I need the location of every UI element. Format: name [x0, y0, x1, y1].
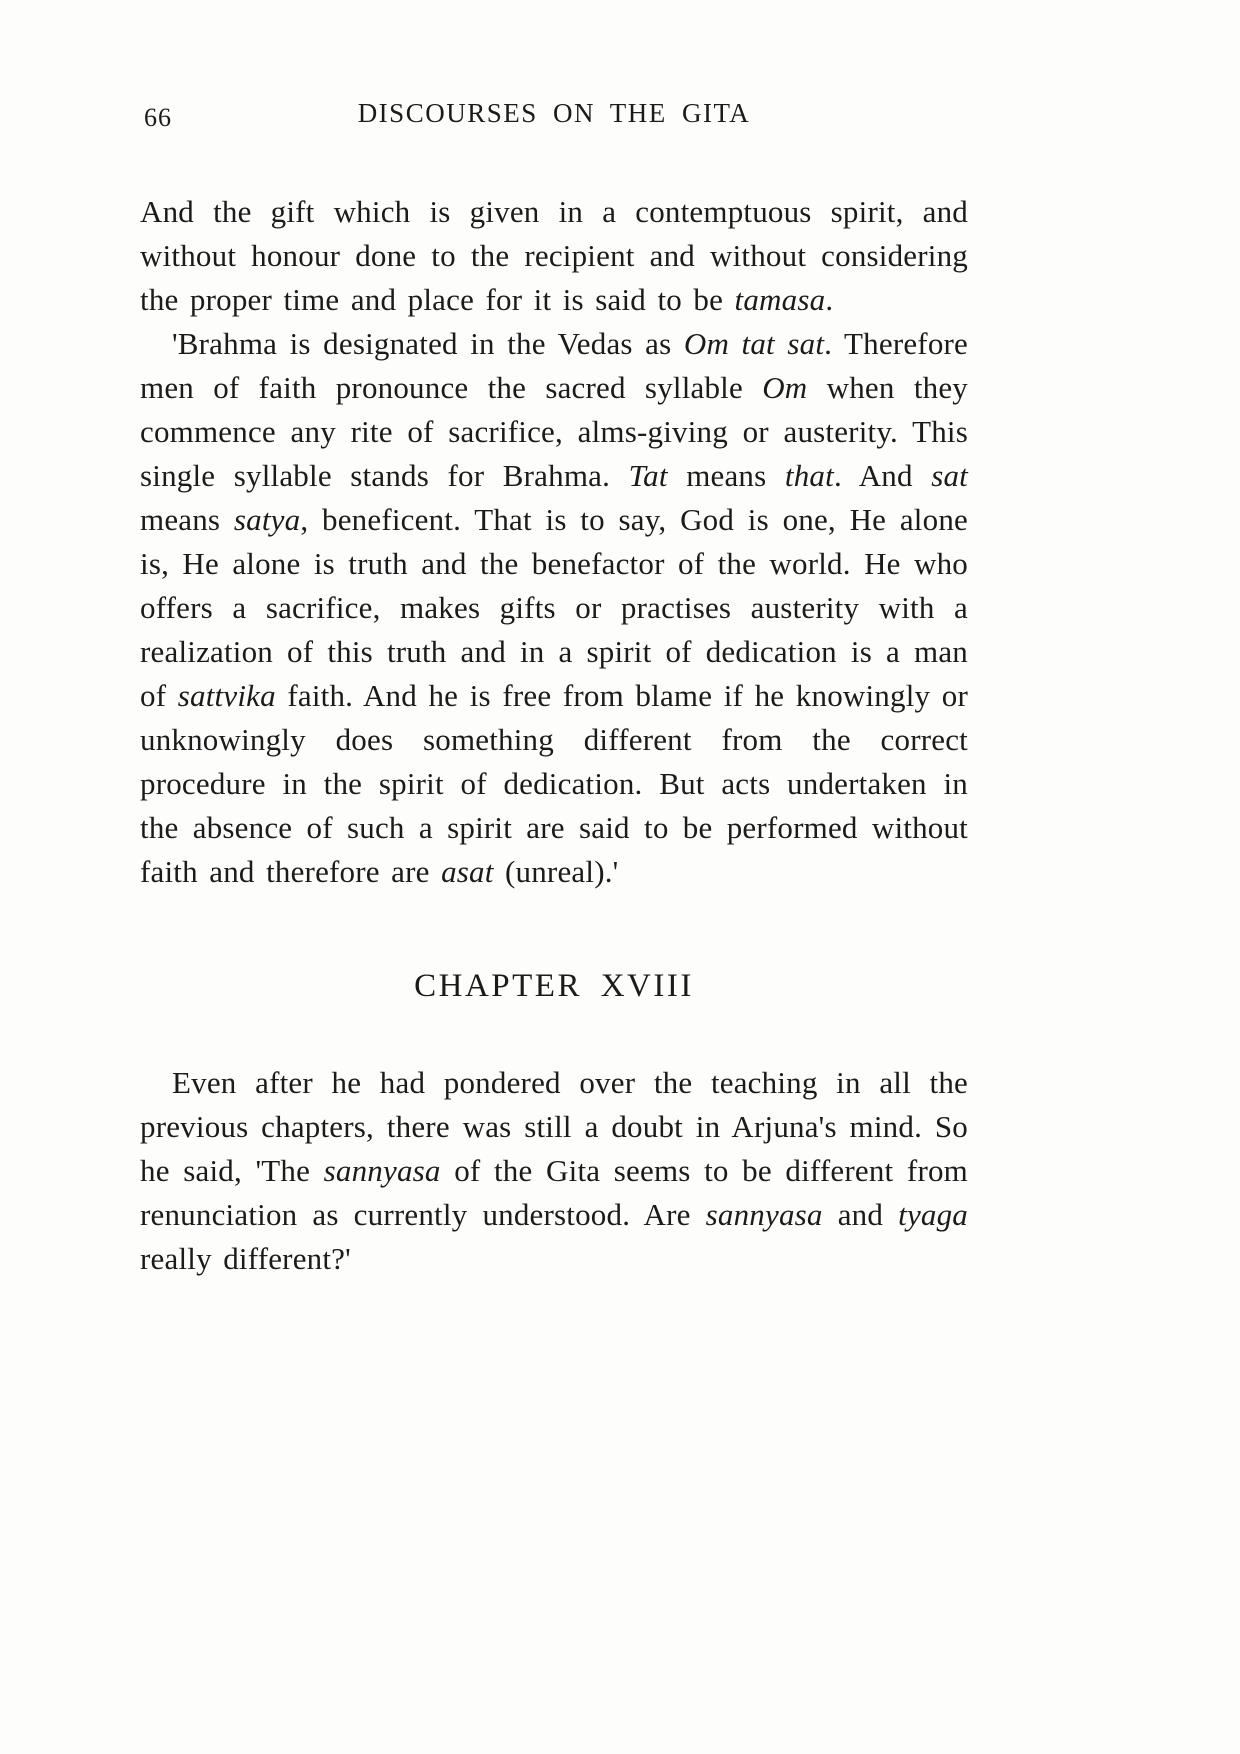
text-run: when they commence any rite of sacrifice, alms-giving or austerity. This single syllable stands for Brahma. [140, 370, 968, 493]
italic-text-run: sannyasa [705, 1197, 823, 1232]
paragraph-tamasa-gift [140, 190, 968, 322]
running-header-title: DISCOURSES ON THE GITA [357, 98, 751, 128]
text-run: And the gift which is given in a contemptuous spirit, and without honour done to the recipient and without considering the proper time and place for it is said to be [140, 194, 968, 317]
italic-text-run: Tat [628, 458, 668, 493]
paragraph-brahma-om-tat-sat [140, 322, 968, 894]
italic-text-run: sattvika [177, 678, 276, 713]
italic-text-run: asat [441, 854, 494, 889]
text-run: . And [833, 458, 932, 493]
italic-text-run: satya [233, 502, 301, 537]
italic-text-run: Om tat sat [683, 326, 825, 361]
text-run: means [140, 502, 234, 537]
italic-text-run: tyaga [898, 1197, 968, 1232]
text-run: Even after he had pondered over the teaching in all the previous chapters, there was still a doubt in Arjuna's mind. So he said, 'The [140, 1065, 968, 1188]
text-run: , beneficent. That is to say, God is one, He alone is, He alone is truth and the benefactor of the world. He who offers a sacrifice, makes gifts or practises austerity with a realization of this truth and in a spirit of dedication is a man of [140, 502, 968, 713]
body-text-column [140, 190, 968, 1281]
text-run: really different?' [140, 1241, 351, 1276]
text-run: means [667, 458, 785, 493]
page-number: 66 [144, 103, 172, 132]
text-run: . Therefore men of faith pronounce the sacred syllable [140, 326, 969, 405]
text-run: faith. And he is free from blame if he knowingly or unknowingly does something different from the correct procedure in the spirit of dedication. But acts undertaken in the absence of such a spirit are said to be performed without faith and therefore are [140, 678, 968, 889]
text-run: 'Brahma is designated in the Vedas as [172, 326, 684, 361]
italic-text-run: sannyasa [323, 1153, 441, 1188]
chapter-heading: CHAPTER XVIII [414, 968, 694, 1004]
paragraph-arjuna-doubt [140, 1061, 968, 1281]
text-run: (unreal).' [493, 854, 619, 889]
text-run: . [825, 282, 834, 317]
italic-text-run: tamasa [734, 282, 826, 317]
text-run: and [822, 1197, 899, 1232]
italic-text-run: sat [931, 458, 968, 493]
italic-text-run: that [784, 458, 834, 493]
text-run: of the Gita seems to be different from renunciation as currently understood. Are [140, 1153, 968, 1232]
italic-text-run: Om [762, 370, 808, 405]
running-header [140, 98, 968, 140]
